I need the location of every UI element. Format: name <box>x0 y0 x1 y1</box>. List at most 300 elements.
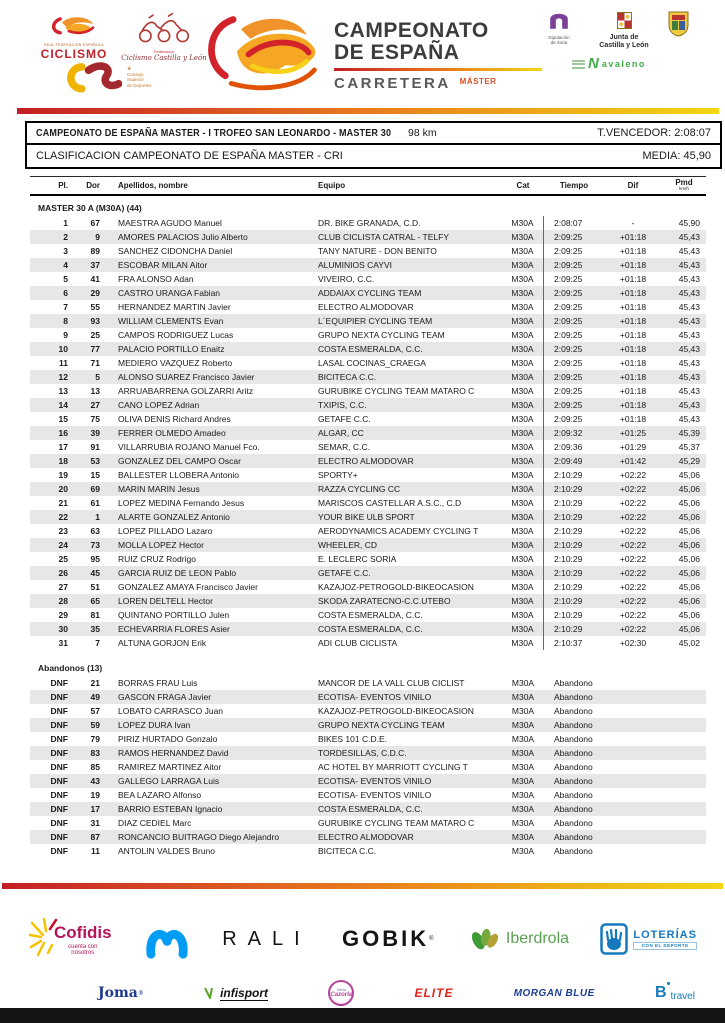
cell-pmd <box>662 844 706 858</box>
cell-name: RAMIREZ MARTINEZ Aitor <box>118 762 222 772</box>
cell-pl: 20 <box>58 484 68 494</box>
cell-cat: M30A <box>502 622 544 636</box>
cell-cat: M30A <box>502 496 544 510</box>
cell-tiempo: 2:10:29 <box>554 498 583 508</box>
cell-cat: M30A <box>502 608 544 622</box>
cell-cat: M30A <box>511 720 535 730</box>
cell-tiempo: 2:09:25 <box>554 344 583 354</box>
junta-label: Junta de Castilla y León <box>599 34 649 50</box>
table-row <box>30 258 706 272</box>
table-row <box>30 676 706 690</box>
cell-tiempo: Abandono <box>554 720 593 730</box>
cell-pmd: 45,43 <box>678 330 700 340</box>
rfec-ciclismo-label: CICLISMO <box>40 47 108 61</box>
cell-team: GETAFE C.C. <box>318 568 371 578</box>
cell-dor: 81 <box>90 610 100 620</box>
cell-pl: 27 <box>58 582 68 592</box>
cell-tiempo: 2:09:25 <box>554 274 583 284</box>
cell-dor: 25 <box>90 330 100 340</box>
cell-pmd: 45,02 <box>678 638 700 648</box>
cell-dor: 41 <box>90 274 100 284</box>
table-row <box>30 718 706 732</box>
cell-dor: 9 <box>95 232 100 242</box>
event-title-line2: DE ESPAÑA <box>334 41 460 65</box>
cell-tiempo: 2:10:29 <box>554 624 583 634</box>
cell-dor: 75 <box>90 414 100 424</box>
cell-pl: 5 <box>63 274 68 284</box>
table-row <box>30 760 706 774</box>
sponsors-row-2 <box>0 980 725 1006</box>
cofidis-wordmark: Cofidis <box>54 922 112 942</box>
cell-cat: M30A <box>502 342 544 356</box>
cell-name: GARCIA RUIZ DE LEON Pablo <box>118 568 237 578</box>
cell-dor: 57 <box>90 706 100 716</box>
cell-dif <box>604 746 662 760</box>
cell-pl: 21 <box>58 498 68 508</box>
cell-pmd: 45,06 <box>678 512 700 522</box>
table-row <box>30 788 706 802</box>
cell-dor: 55 <box>90 302 100 312</box>
table-row <box>30 398 706 412</box>
cell-dif: +01:18 <box>619 316 647 326</box>
cell-dif <box>604 676 662 690</box>
cell-name: CANO LOPEZ Adrian <box>118 400 200 410</box>
csd-logo <box>60 60 152 94</box>
cell-pmd: 45,43 <box>678 302 700 312</box>
cell-dif: +02:22 <box>619 526 647 536</box>
cell-tiempo: 2:10:29 <box>554 526 583 536</box>
loterias-tagline: CON EL DEPORTE <box>633 942 697 950</box>
cell-dor: 37 <box>90 260 100 270</box>
cell-dif: +02:22 <box>619 624 647 634</box>
event-carretera-label: CARRETERA <box>334 75 451 93</box>
cell-pl: DNF <box>50 846 68 856</box>
cell-name: GONZALEZ DEL CAMPO Oscar <box>118 456 241 466</box>
cell-dor: 93 <box>90 316 100 326</box>
cell-name: LOPEZ MEDINA Fernando Jesus <box>118 498 245 508</box>
cell-name: BARRIO ESTEBAN Ignacio <box>118 804 223 814</box>
cell-name: LOPEZ PILLADO Lazaro <box>118 526 213 536</box>
cell-dif <box>604 844 662 858</box>
infisport-check-icon <box>204 987 218 999</box>
cell-tiempo: 2:09:25 <box>554 386 583 396</box>
cell-cat: M30A <box>511 762 535 772</box>
cell-team: GURUBIKE CYCLING TEAM MATARO C <box>318 818 475 828</box>
cell-dor: 63 <box>90 526 100 536</box>
cell-name: OLIVA DENIS Richard Andres <box>118 414 231 424</box>
cell-dif: +02:30 <box>619 638 647 648</box>
cell-name: PIRIZ HURTADO Gonzalo <box>118 734 218 744</box>
cell-tiempo: 2:09:25 <box>554 316 583 326</box>
cell-tiempo: Abandono <box>554 832 593 842</box>
elite-logo: ELITE <box>414 986 454 1000</box>
cell-dor: 49 <box>90 692 100 702</box>
cell-dor: 5 <box>95 372 100 382</box>
cell-dor: 35 <box>90 624 100 634</box>
iberdrola-wordmark: Iberdrola <box>505 930 570 947</box>
cell-pmd <box>662 760 706 774</box>
cell-dif: +02:22 <box>619 610 647 620</box>
cell-pl: 4 <box>63 260 68 270</box>
cell-pl: 7 <box>63 302 68 312</box>
cell-dor: 51 <box>90 582 100 592</box>
cell-cat: M30A <box>502 216 544 230</box>
table-row <box>30 732 706 746</box>
cell-name: ANTOLIN VALDES Bruno <box>118 846 216 856</box>
cell-tiempo: 2:10:29 <box>554 470 583 480</box>
cell-dor: 29 <box>90 288 100 298</box>
cell-cat: M30A <box>511 790 535 800</box>
loterias-wordmark: LOTERÍAS <box>633 928 697 941</box>
cell-pl: 14 <box>58 400 68 410</box>
cell-dif: +01:18 <box>619 372 647 382</box>
race-distance: 98 km <box>408 127 437 139</box>
cell-dif <box>604 788 662 802</box>
cell-pl: DNF <box>50 818 68 828</box>
cell-dif <box>604 802 662 816</box>
cell-tiempo: Abandono <box>554 804 593 814</box>
table-row <box>30 384 706 398</box>
cell-name: CAMPOS RODRIGUEZ Lucas <box>118 330 234 340</box>
table-row <box>30 272 706 286</box>
cell-pmd: 45,06 <box>678 470 700 480</box>
cell-name: PALACIO PORTILLO Enaitz <box>118 344 225 354</box>
cell-cat: M30A <box>502 440 544 454</box>
table-row <box>30 538 706 552</box>
cell-tiempo: Abandono <box>554 678 593 688</box>
table-row <box>30 356 706 370</box>
cell-cat: M30A <box>511 776 535 786</box>
cell-name: ARRUABARRENA GOLZARRI Aritz <box>118 386 254 396</box>
cell-dif: +01:29 <box>619 442 647 452</box>
cell-dif: +02:22 <box>619 596 647 606</box>
table-row <box>30 510 706 524</box>
cell-pl: 18 <box>58 456 68 466</box>
cell-dif: +02:22 <box>619 470 647 480</box>
classification-title: CLASIFICACION CAMPEONATO DE ESPAÑA MASTER - CRI <box>36 150 343 162</box>
loterias-hand-icon <box>600 923 628 955</box>
cell-cat: M30A <box>502 510 544 524</box>
cell-pmd: 45,06 <box>678 582 700 592</box>
cell-tiempo: Abandono <box>554 748 593 758</box>
cell-pl: 23 <box>58 526 68 536</box>
cell-team: ADDAIAX CYCLING TEAM <box>318 288 422 298</box>
cell-pl: 30 <box>58 624 68 634</box>
cell-name: SANCHEZ CIDONCHA Daniel <box>118 246 233 256</box>
cell-team: ECOTISA- EVENTOS VINILO <box>318 776 432 786</box>
cell-team: COSTA ESMERALDA, C.C. <box>318 624 423 634</box>
cell-team: TORDESILLAS, C.D.C. <box>318 748 407 758</box>
cell-pmd: 45,43 <box>678 274 700 284</box>
cell-cat: M30A <box>502 300 544 314</box>
cell-pl: DNF <box>50 790 68 800</box>
cell-tiempo: 2:09:32 <box>554 428 583 438</box>
cell-team: TANY NATURE - DON BENITO <box>318 246 437 256</box>
cell-tiempo: 2:09:25 <box>554 232 583 242</box>
cell-dor: 87 <box>90 832 100 842</box>
cyclists-icon <box>135 10 193 44</box>
cell-team: AC HOTEL BY MARRIOTT CYCLING T <box>318 762 468 772</box>
cell-team: RAZZA CYCLING CC <box>318 484 401 494</box>
cell-pmd: 45,43 <box>678 232 700 242</box>
cell-cat: M30A <box>511 748 535 758</box>
cell-pmd: 45,43 <box>678 386 700 396</box>
cell-dif: +02:22 <box>619 582 647 592</box>
cell-cat: M30A <box>502 482 544 496</box>
cell-dor: 11 <box>91 846 100 856</box>
cell-pl: 28 <box>58 596 68 606</box>
table-row <box>30 300 706 314</box>
table-row <box>30 830 706 844</box>
cell-pmd: 45,06 <box>678 540 700 550</box>
cell-tiempo: 2:10:29 <box>554 512 583 522</box>
cell-dif: +01:18 <box>619 330 647 340</box>
cell-dif <box>604 690 662 704</box>
cell-pl: DNF <box>50 734 68 744</box>
cell-dif: +01:18 <box>619 302 647 312</box>
diputacion-soria-logo <box>538 10 580 46</box>
cell-pmd <box>662 704 706 718</box>
btravel-rest: travel <box>670 991 695 1002</box>
cell-pmd <box>662 732 706 746</box>
cell-dor: 61 <box>90 498 100 508</box>
cell-team: BICITECA C.C. <box>318 846 377 856</box>
csd-crown-icon: ♛ <box>127 65 132 72</box>
cell-name: GASCON FRAGA Javier <box>118 692 212 702</box>
iberdrola-logo <box>468 922 569 956</box>
federacion-small-label: Federación <box>153 49 174 54</box>
section-heading: Abandonos (13) <box>38 663 103 673</box>
cell-dor: 27 <box>90 400 100 410</box>
cell-team: COSTA ESMERALDA, C.C. <box>318 804 423 814</box>
cell-team: GRUPO NEXTA CYCLING TEAM <box>318 330 445 340</box>
cell-cat: M30A <box>511 692 535 702</box>
cell-team: ELECTRO ALMODOVAR <box>318 456 414 466</box>
cell-pmd: 45,06 <box>678 624 700 634</box>
cell-tiempo: 2:09:25 <box>554 246 583 256</box>
cell-pmd: 45,90 <box>678 218 700 228</box>
cell-dor: 39 <box>90 428 100 438</box>
cell-name: ESCOBAR MILAN Aitor <box>118 260 208 270</box>
cell-cat: M30A <box>502 412 544 426</box>
cell-dor: 7 <box>95 638 100 648</box>
cell-team: MARISCOS CASTELLAR A.S.C., C.D <box>318 498 462 508</box>
cazorla-top-label: Sierra <box>336 988 346 992</box>
iberdrola-leaf-icon <box>468 922 502 956</box>
cell-dor: 15 <box>90 470 100 480</box>
table-row <box>30 482 706 496</box>
cell-cat: M30A <box>502 468 544 482</box>
institution-logos <box>538 10 718 73</box>
cell-pl: 19 <box>58 470 68 480</box>
cell-pl: 10 <box>58 344 68 354</box>
infisport-logo <box>204 986 268 1001</box>
cell-dif: +02:22 <box>619 512 647 522</box>
col-name: Apellidos, nombre <box>118 181 188 190</box>
rfec-swirl-icon <box>48 12 100 38</box>
cell-tiempo: 2:09:25 <box>554 288 583 298</box>
cell-pl: 1 <box>63 218 68 228</box>
cell-pmd <box>662 690 706 704</box>
cell-name: FERRER OLMEDO Amadeo <box>118 428 226 438</box>
cell-dif: +02:22 <box>619 484 647 494</box>
cell-team: ECOTISA- EVENTOS VINILO <box>318 790 432 800</box>
cell-team: GRUPO NEXTA CYCLING TEAM <box>318 720 445 730</box>
cell-dif: +01:18 <box>619 232 647 242</box>
cell-tiempo: 2:10:29 <box>554 596 583 606</box>
col-cat: Cat <box>516 181 530 190</box>
cell-team: L´EQUIPIER CYCLING TEAM <box>318 316 433 326</box>
event-title-line1: CAMPEONATO <box>334 19 489 42</box>
rfec-ciclismo-logo <box>36 12 112 61</box>
cell-pmd: 45,06 <box>678 526 700 536</box>
cell-cat: M30A <box>511 678 535 688</box>
cell-pl: 17 <box>58 442 68 452</box>
cell-pmd <box>662 718 706 732</box>
cell-dor: 21 <box>90 678 100 688</box>
cell-cat: M30A <box>502 370 544 384</box>
cell-pmd: 45,06 <box>678 554 700 564</box>
loterias-logo <box>600 923 697 955</box>
cell-team: BICITECA C.C. <box>318 372 377 382</box>
cell-tiempo: Abandono <box>554 846 593 856</box>
cell-pl: 12 <box>58 372 68 382</box>
cell-cat: M30A <box>511 706 535 716</box>
cell-cat: M30A <box>511 832 535 842</box>
cell-pl: 13 <box>58 386 68 396</box>
cell-team: ELECTRO ALMODOVAR <box>318 832 414 842</box>
cell-tiempo: 2:09:25 <box>554 372 583 382</box>
cell-cat: M30A <box>511 734 535 744</box>
cell-pl: 11 <box>59 358 68 368</box>
cell-tiempo: 2:09:25 <box>554 302 583 312</box>
cell-cat: M30A <box>502 384 544 398</box>
table-row <box>30 844 706 858</box>
title-box <box>25 121 722 169</box>
cell-pmd: 45,39 <box>678 428 700 438</box>
cell-team: BIKES 101 C.D.E. <box>318 734 387 744</box>
cell-pl: DNF <box>50 748 68 758</box>
event-logo <box>198 6 542 98</box>
cell-team: TXIPIS, C.C. <box>318 400 367 410</box>
gradient-divider-bottom <box>2 883 723 889</box>
cell-pmd: 45,43 <box>678 288 700 298</box>
cell-tiempo: Abandono <box>554 818 593 828</box>
cell-tiempo: Abandono <box>554 776 593 786</box>
cell-pl: DNF <box>50 720 68 730</box>
col-dif: Dif <box>627 181 639 190</box>
table-row <box>30 690 706 704</box>
table-row <box>30 636 706 650</box>
cell-dif <box>604 732 662 746</box>
cell-dif <box>604 718 662 732</box>
average-speed: MEDIA: 45,90 <box>642 150 711 162</box>
cell-tiempo: 2:10:29 <box>554 554 583 564</box>
cell-tiempo: 2:08:07 <box>554 218 583 228</box>
page-header <box>0 0 725 108</box>
cell-dif: +02:22 <box>619 554 647 564</box>
diputacion-label: Diputación de Soria <box>548 35 570 46</box>
table-row <box>30 370 706 384</box>
cell-name: FRA ALONSO Adan <box>118 274 194 284</box>
cell-name: ECHEVARRIA FLORES Asier <box>118 624 230 634</box>
winner-time: T.VENCEDOR: 2:08:07 <box>597 127 711 139</box>
cell-name: ALONSO SUAREZ Francisco Javier <box>118 372 255 382</box>
table-row <box>30 440 706 454</box>
cell-pl: 6 <box>63 288 68 298</box>
cell-pl: DNF <box>50 678 68 688</box>
cell-name: RONCANCIO BUITRAGO Diego Alejandro <box>118 832 280 842</box>
gradient-divider-top <box>17 108 719 114</box>
table-row <box>30 468 706 482</box>
cell-cat: M30A <box>502 258 544 272</box>
cell-team: ECOTISA- EVENTOS VINILO <box>318 692 432 702</box>
table-row <box>30 746 706 760</box>
table-row <box>30 454 706 468</box>
cell-cat: M30A <box>502 272 544 286</box>
cell-dor: 89 <box>90 246 100 256</box>
cell-pl: 31 <box>58 638 68 648</box>
table-row <box>30 774 706 788</box>
event-swirl-icon <box>198 6 334 98</box>
cell-name: LOPEZ DURA Ivan <box>118 720 191 730</box>
cell-dor: 59 <box>90 720 100 730</box>
cell-pmd: 45,43 <box>678 414 700 424</box>
cell-dif <box>604 830 662 844</box>
cell-cat: M30A <box>502 356 544 370</box>
cell-pl: 3 <box>63 246 68 256</box>
cell-pmd: 45,37 <box>678 442 700 452</box>
rali-logo: RALI <box>222 927 311 950</box>
cell-team: AERODYNAMICS ACADEMY CYCLING T <box>318 526 479 536</box>
cell-pl: DNF <box>50 762 68 772</box>
cell-pl: 29 <box>58 610 68 620</box>
cell-dor: 91 <box>90 442 100 452</box>
cell-pl: 24 <box>58 540 68 550</box>
cell-dif: +02:22 <box>619 568 647 578</box>
cell-dif: +01:18 <box>619 274 647 284</box>
cell-name: BALLESTER LLOBERA Antonio <box>118 470 239 480</box>
cell-dor: 67 <box>90 218 100 228</box>
table-row <box>30 426 706 440</box>
cell-dif: +01:18 <box>619 288 647 298</box>
csd-label: Consejo Superior de Deportes <box>127 71 152 88</box>
cell-pl: 15 <box>58 414 68 424</box>
cell-dor: 95 <box>90 554 100 564</box>
cell-dor: 17 <box>90 804 100 814</box>
cell-dor: 65 <box>90 596 100 606</box>
cell-dif: +01:18 <box>619 400 647 410</box>
cell-name: MEDIERO VAZQUEZ Roberto <box>118 358 233 368</box>
cell-name: RAMOS HERNANDEZ David <box>118 748 229 758</box>
cell-dor: 53 <box>90 456 100 466</box>
cell-team: E. LECLERC SORIA <box>318 554 397 564</box>
cell-pmd <box>662 676 706 690</box>
cell-name: MARIN MARIN Jesus <box>118 484 200 494</box>
cell-team: ELECTRO ALMODOVAR <box>318 302 414 312</box>
cell-dor: 31 <box>90 818 100 828</box>
cell-name: CASTRO URANGA Fabian <box>118 288 221 298</box>
cell-tiempo: Abandono <box>554 692 593 702</box>
cell-tiempo: 2:10:29 <box>554 568 583 578</box>
cell-cat: M30A <box>502 328 544 342</box>
cell-dif: +01:18 <box>619 358 647 368</box>
table-row <box>30 524 706 538</box>
cell-dor: 73 <box>90 540 100 550</box>
cell-cat: M30A <box>502 636 544 650</box>
cell-tiempo: 2:10:29 <box>554 582 583 592</box>
cell-team: KAZAJOZ-PETROGOLD-BIKEOCASION <box>318 582 474 592</box>
